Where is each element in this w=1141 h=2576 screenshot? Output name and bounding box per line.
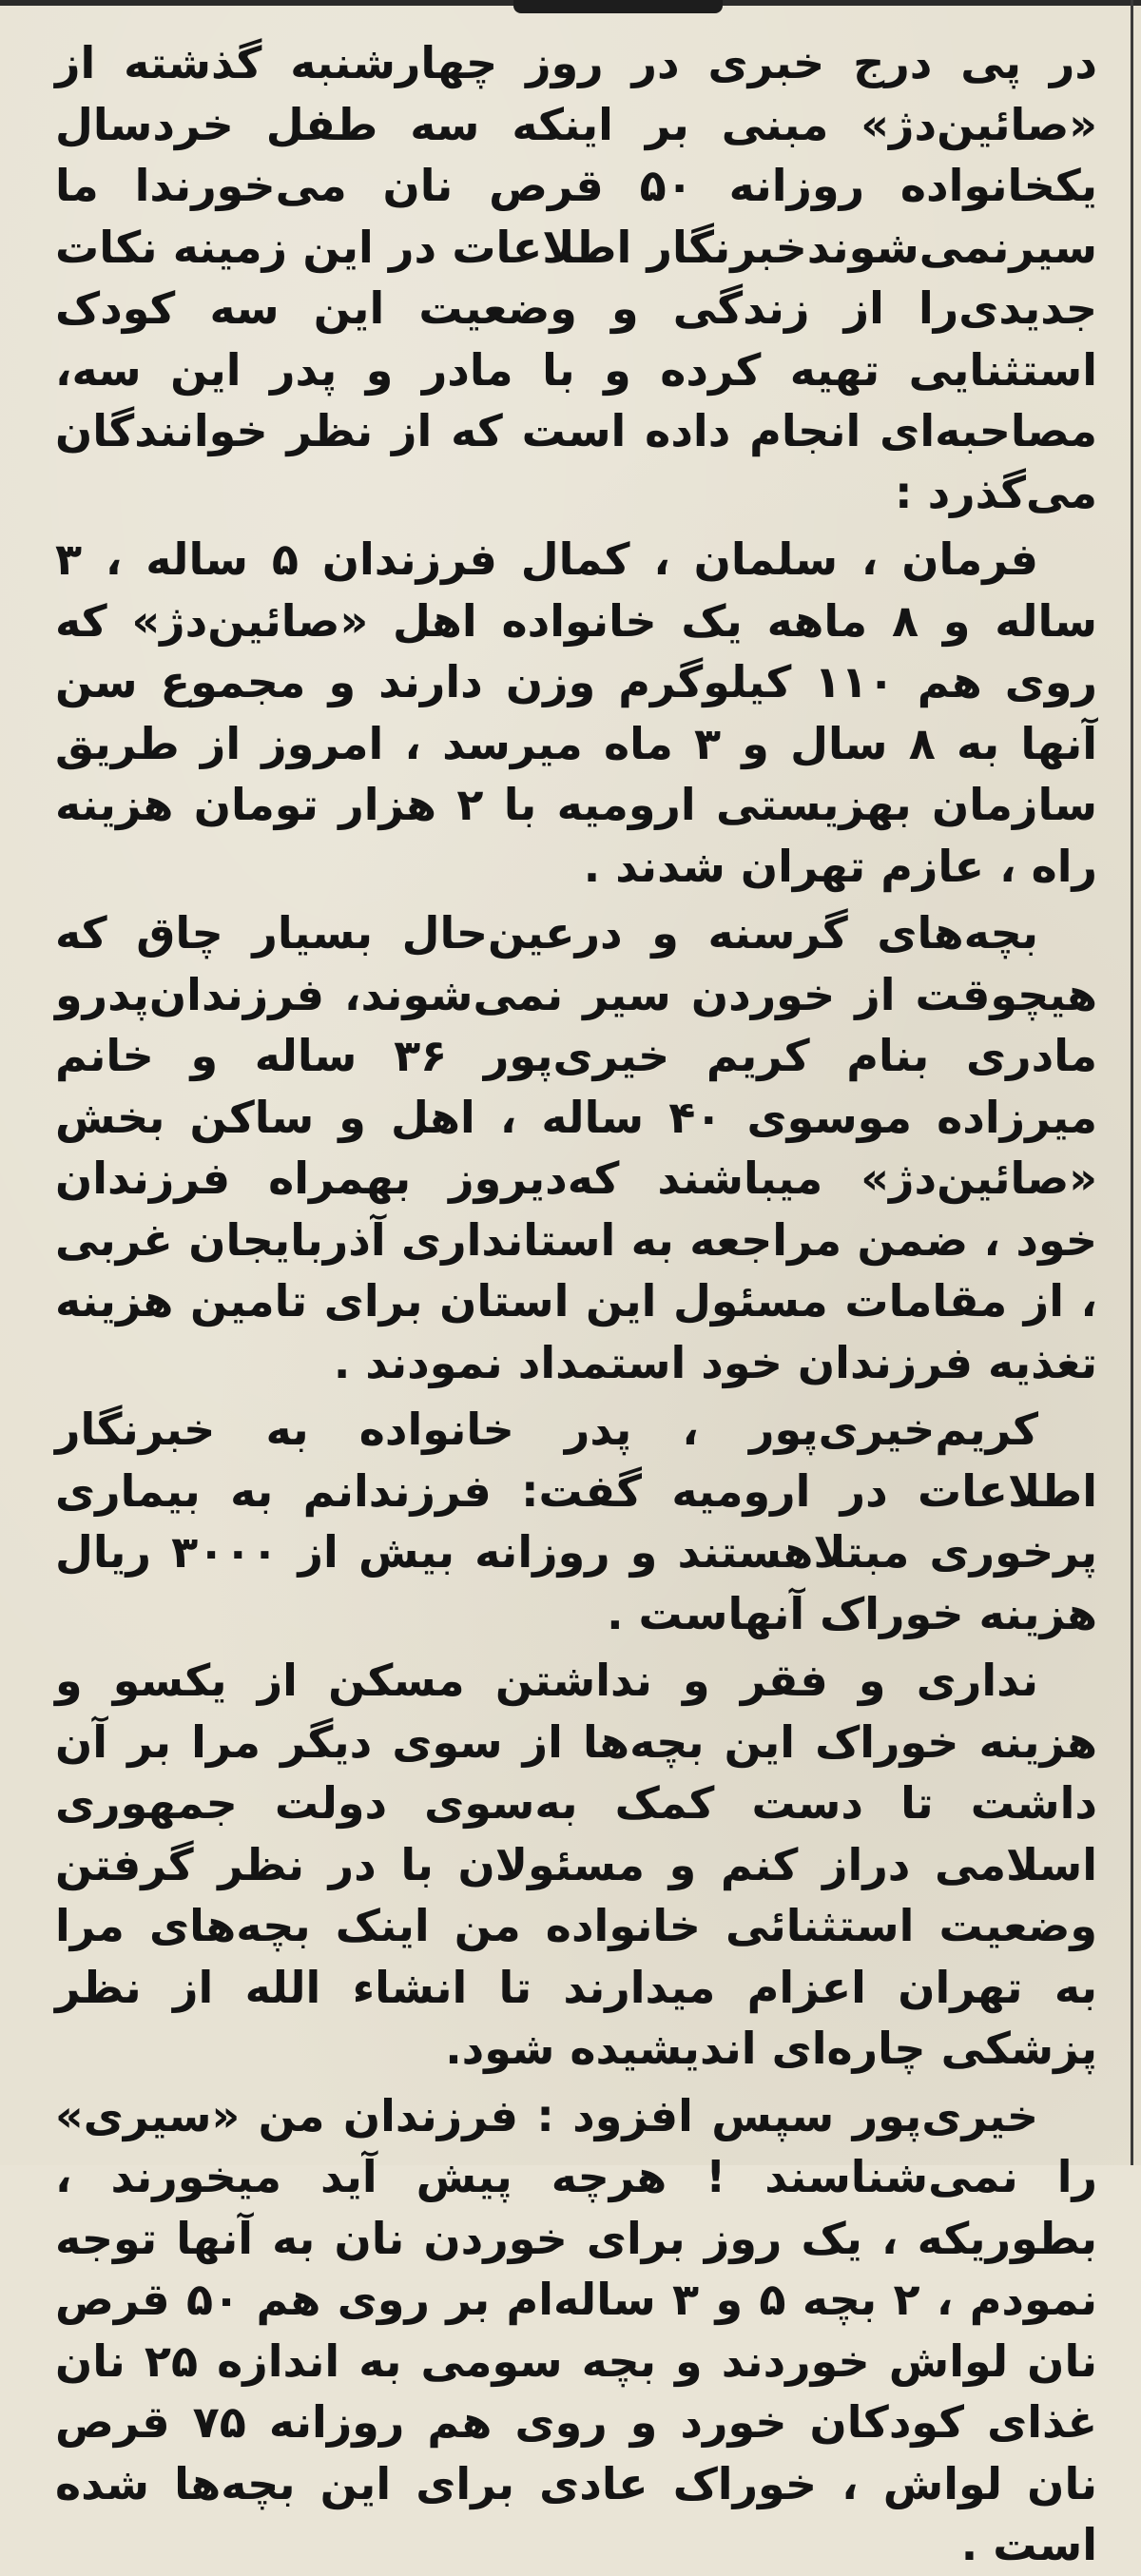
article-paragraph-intro: در پی درج خبری در روز چهارشنبه گذشته از «صائین‌دژ» مبنی بر اینکه سه طفل خردسال یکخانواده روزانه ۵۰ قرص نان می‌خورندا ما سیرنمی‌شوندخبرنگار اطلاعات در این زمینه نکات جدیدی‌را از زندگی و وضعیت این سه کودک استثنایی تهیه کرده و با مادر و پدر این سه، مصاحبه‌ای انجام داده است که از نظر خوانندگان می‌گذرد : (55, 37, 1097, 518)
article-paragraph-children: فرمان ، سلمان ، کمال فرزندان ۵ ساله ، ۳ ساله و ۸ ماهه یک خانواده اهل «صائین‌دژ» که روی هم ۱۱۰ کیلوگرم وزن دارند و مجموع سن آنها به ۸ سال و ۳ ماه میرسد ، امروز از طریق سازمان بهزیستی ارومیه با ۲ هزار تومان هزینه راه ، عازم تهران شدند . (55, 533, 1098, 892)
article-paragraph-parents: بچه‌های گرسنه و درعین‌حال بسیار چاق که هیچوقت از خوردن سیر نمی‌شوند، فرزندان‌پدرو مادری بنام کریم خیری‌پور ۳۶ ساله و خانم میرزاده موسوی ۴۰ ساله ، اهل و ساکن بخش «صائین‌دژ» میباشند که‌دیروز بهمراه فرزندان خود ، ضمن مراجعه به استانداری آذربایجان غربی ، از مقامات مسئول این استان برای تامین هزینه تغذیه فرزندان خود استمداد نمودند . (55, 907, 1097, 1388)
cropped-headline-fragment (513, 0, 723, 13)
article-body (55, 32, 1098, 2570)
article-paragraph-poverty: نداری و فقر و نداشتن مسکن از یکسو و هزینه خوراک این بچه‌ها از سوی دیگر مرا بر آن داشت تا دست کمک به‌سوی دولت جمهوری اسلامی دراز کنم و مسئولان با در نظر گرفتن وضعیت استثنائی خانواده من اینک بچه‌های مرا به تهران اعزام میدارند تا انشاء الله از نظر پزشکی چاره‌ای اندیشیده شود. (55, 1655, 1097, 2074)
column-divider-rule (1131, 0, 1133, 2165)
article-paragraph-father-quote: کریم‌خیری‌پور ، پدر خانواده به خبرنگار اطلاعات در ارومیه گفت: فرزندانم به بیماری پرخوری مبتلاهستند و روزانه بیش از ۳۰۰۰ ریال هزینه خوراک آنهاست . (55, 1404, 1097, 1639)
article-paragraph-appetite: خیری‌پور سپس افزود : فرزندان من «سیری» را نمی‌شناسند ! هرچه پیش آید میخورند ، بطوریکه ، یک روز برای خوردن نان به آنها توجه نمودم ، ۲ بچه ۵ و ۳ ساله‌ام بر روی هم ۵۰ قرص نان لواش خوردند و بچه سومی به اندازه ۲۵ نان غذای کودکان خورد و روی هم روزانه ۷۵ قرص نان لواش ، خوراک عادی برای این بچه‌ها شده است . (55, 2089, 1097, 2570)
